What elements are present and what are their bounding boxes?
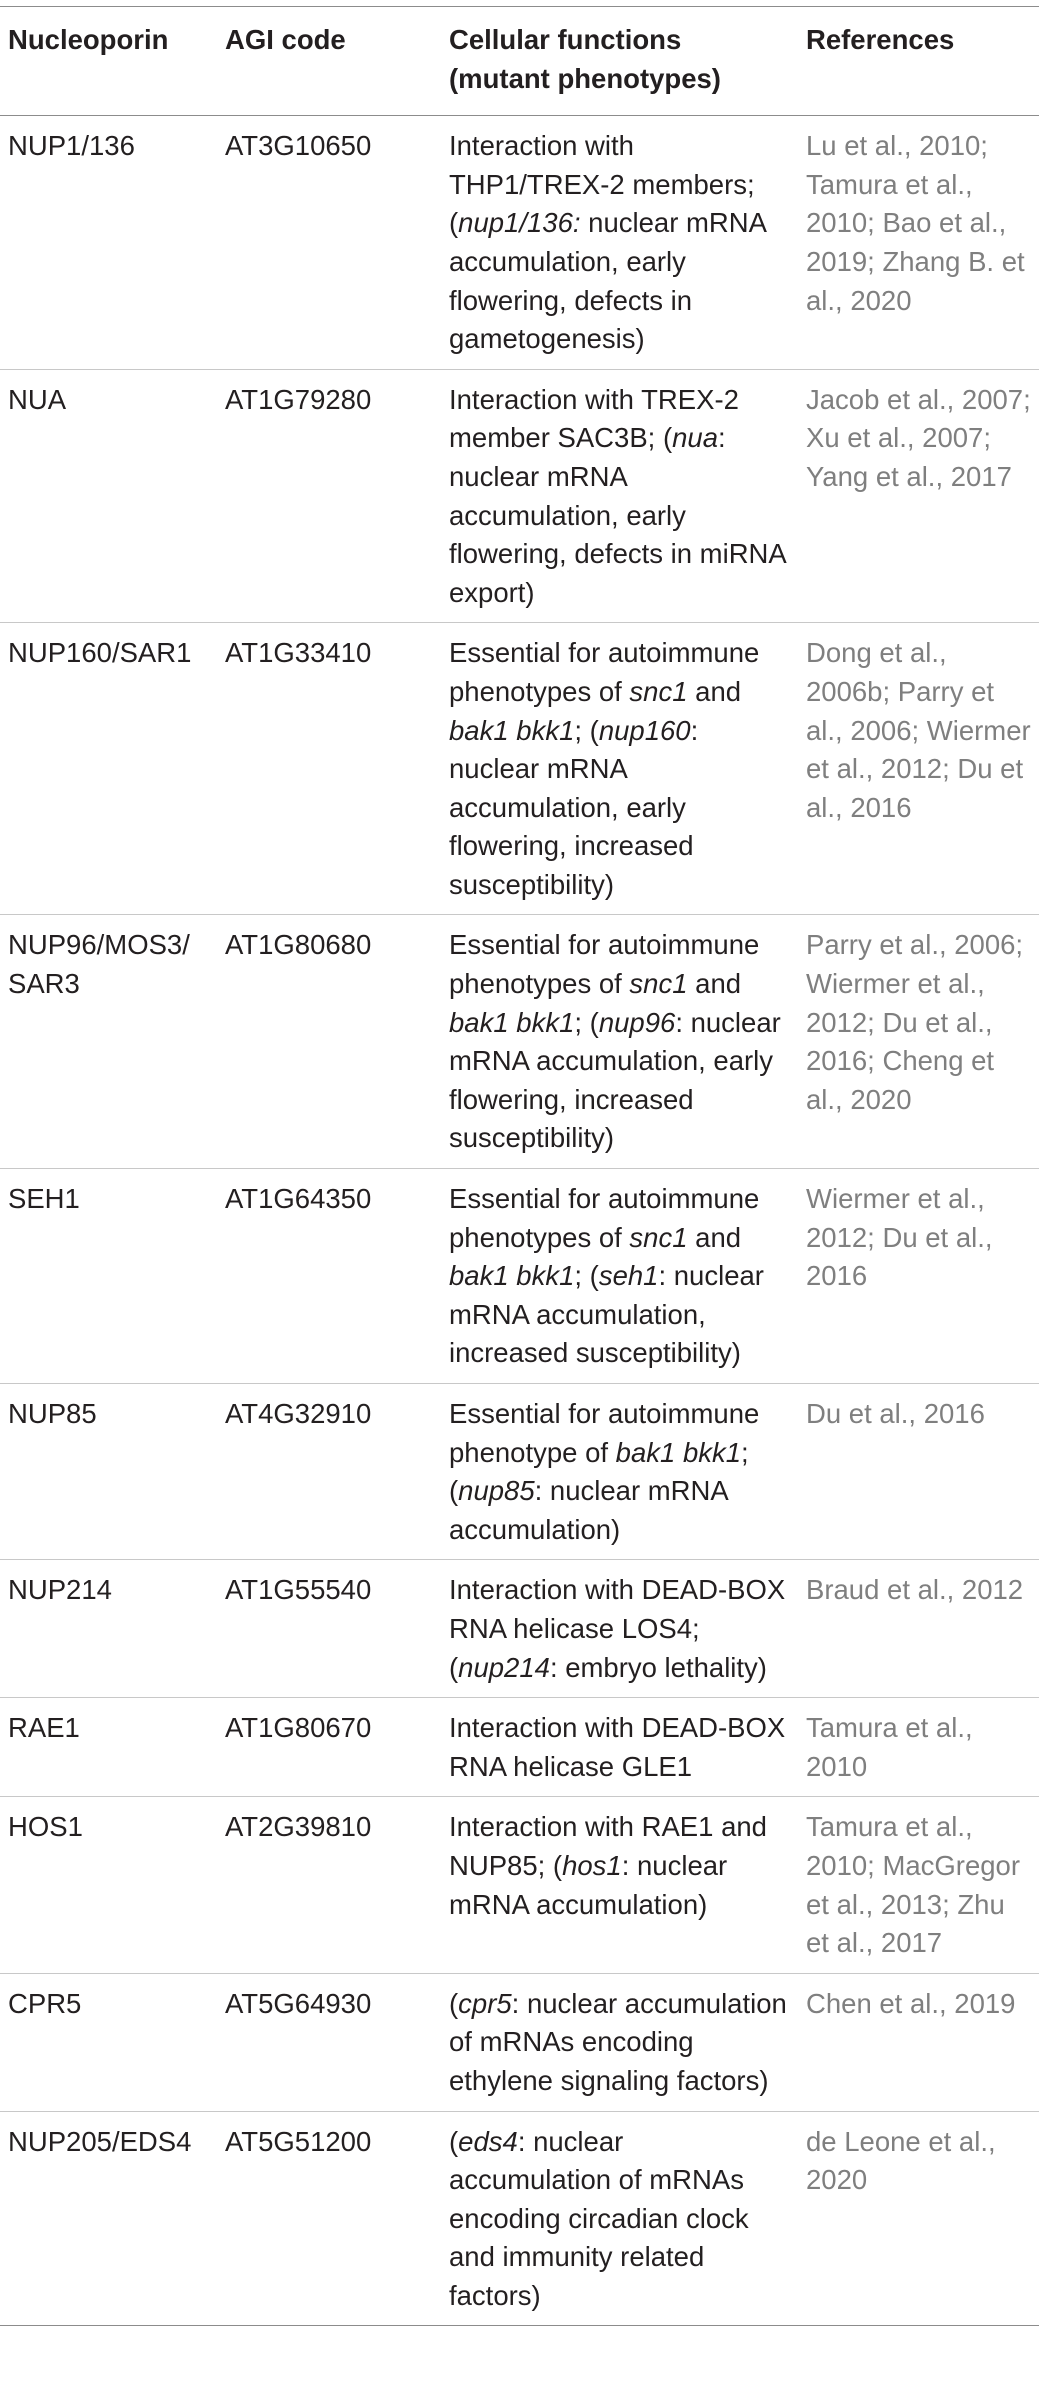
- cell-agi-code: AT3G10650: [225, 130, 372, 162]
- function-text: Essential for autoimmune phenotypes of: [449, 1183, 760, 1253]
- table-row: [0, 1797, 1039, 1973]
- function-text: ; (: [574, 714, 599, 746]
- mutant-name: nup96: [598, 1006, 676, 1038]
- table-row: [0, 369, 1039, 623]
- table-row: [0, 1169, 1039, 1384]
- cell-nucleoporin: SEH1: [8, 1183, 80, 1215]
- function-text: and: [687, 1221, 742, 1253]
- function-text: Interaction with DEAD-BOX RNA helicase LOS4; (: [449, 1574, 786, 1683]
- function-text: ; (: [449, 1436, 749, 1507]
- cell-cellular-functions: [441, 1698, 798, 1797]
- cell-nucleoporin: NUP214: [8, 1574, 112, 1606]
- table-row: [0, 1560, 1039, 1698]
- cell-cellular-functions: [441, 369, 798, 623]
- function-text: Essential for autoimmune phenotypes of: [449, 637, 760, 707]
- mutant-name: snc1: [629, 675, 688, 707]
- table-row: [0, 1698, 1039, 1797]
- function-text: Interaction with THP1/TREX-2 members; (: [449, 130, 755, 239]
- cell-agi-code: AT1G80670: [225, 1712, 372, 1744]
- table-row: [0, 2111, 1039, 2326]
- cell-agi-code: AT5G51200: [225, 2125, 372, 2157]
- function-text: ; (: [574, 1006, 599, 1038]
- header-cellular-functions: [441, 7, 798, 116]
- mutant-name: snc1: [629, 1221, 688, 1253]
- header-references: References: [806, 24, 955, 55]
- cell-references: Lu et al., 2010; Tamura et al., 2010; Bao et al., 2019; Zhang B. et al., 2020: [806, 130, 1025, 316]
- table-row: [0, 1384, 1039, 1560]
- table-row: [0, 623, 1039, 915]
- cell-cellular-functions: [441, 1169, 798, 1384]
- cell-agi-code: AT1G80680: [225, 929, 372, 961]
- function-text: ; (: [574, 1260, 599, 1292]
- mutant-name: seh1: [598, 1260, 659, 1292]
- cell-nucleoporin: CPR5: [8, 1987, 82, 2019]
- header-functions-line1: Cellular functions: [449, 24, 682, 55]
- table-body: [0, 116, 1039, 2326]
- mutant-name: bak1 bkk1: [449, 1260, 575, 1292]
- mutant-name: nup214: [458, 1651, 550, 1683]
- function-text: Interaction with DEAD-BOX RNA helicase GLE1: [449, 1712, 786, 1782]
- function-text: : embryo lethality): [549, 1651, 767, 1683]
- function-text: Interaction with TREX-2 member SAC3B; (: [449, 383, 739, 454]
- cell-references: Dong et al., 2006b; Parry et al., 2006; Wiermer et al., 2012; Du et al., 2016: [806, 637, 1031, 823]
- cell-references: de Leone et al., 2020: [806, 2125, 996, 2196]
- function-text: Essential for autoimmune phenotypes of: [449, 929, 760, 1000]
- mutant-name: eds4: [458, 2125, 518, 2157]
- cell-agi-code: AT1G55540: [225, 1574, 372, 1606]
- function-text: (: [449, 2125, 459, 2157]
- nucleoporin-table: [0, 6, 1039, 2326]
- function-text: Essential for autoimmune phenotype of: [449, 1398, 760, 1468]
- cell-agi-code: AT2G39810: [225, 1811, 372, 1843]
- cell-agi-code: AT1G64350: [225, 1183, 372, 1215]
- mutant-name: hos1: [562, 1849, 622, 1881]
- cell-cellular-functions: [441, 2111, 798, 2326]
- mutant-name: bak1 bkk1: [449, 714, 575, 746]
- header-nucleoporin: Nucleoporin: [8, 24, 169, 55]
- mutant-name: nup160: [598, 714, 691, 746]
- table-header: [0, 7, 1039, 116]
- cell-references: Du et al., 2016: [806, 1398, 985, 1429]
- cell-agi-code: AT1G33410: [225, 637, 372, 669]
- function-text: : nuclear accumulation of mRNAs encoding ethylene signaling factors): [449, 1987, 787, 2096]
- cell-references: Parry et al., 2006; Wiermer et al., 2012; Du et al., 2016; Cheng et al., 2020: [806, 929, 1024, 1115]
- table-row: [0, 1973, 1039, 2111]
- header-row: [0, 7, 1039, 116]
- cell-nucleoporin: NUA: [8, 383, 67, 415]
- function-text: : nuclear mRNA accumulation, increased susceptibility): [449, 1260, 764, 1369]
- cell-nucleoporin: RAE1: [8, 1712, 80, 1744]
- function-text: : nuclear mRNA accumulation): [449, 1849, 728, 1920]
- cell-references: Braud et al., 2012: [806, 1574, 1024, 1606]
- cell-references: Tamura et al., 2010; MacGregor et al., 2013; Zhu et al., 2017: [806, 1811, 1020, 1959]
- mutant-name: bak1 bkk1: [615, 1436, 742, 1468]
- function-text: (: [449, 1987, 459, 2019]
- cell-nucleoporin: NUP160/SAR1: [8, 637, 192, 669]
- cell-nucleoporin: NUP1/136: [8, 130, 135, 162]
- cell-cellular-functions: [441, 623, 798, 915]
- cell-cellular-functions: [441, 915, 798, 1169]
- cell-cellular-functions: [441, 1797, 798, 1973]
- cell-references: Tamura et al., 2010: [806, 1712, 973, 1782]
- function-text: : nuclear accumulation of mRNAs encoding circadian clock and immunity related factors): [449, 2125, 749, 2311]
- cell-references: Wiermer et al., 2012; Du et al., 2016: [806, 1183, 993, 1292]
- cell-cellular-functions: [441, 1560, 798, 1698]
- function-text: : nuclear mRNA accumulation, early flowering, increased susceptibility): [449, 1006, 781, 1154]
- function-text: : nuclear mRNA accumulation): [449, 1475, 728, 1545]
- function-text: : nuclear mRNA accumulation, early flowering, increased susceptibility): [449, 714, 699, 900]
- cell-nucleoporin: NUP205/EDS4: [8, 2125, 192, 2157]
- mutant-name: nup1/136:: [458, 207, 581, 239]
- function-text: Interaction with RAE1 and NUP85; (: [449, 1811, 767, 1881]
- cell-nucleoporin: HOS1: [8, 1811, 83, 1843]
- table-row: [0, 116, 1039, 370]
- cell-agi-code: AT4G32910: [225, 1398, 372, 1429]
- cell-nucleoporin: NUP85: [8, 1398, 97, 1429]
- mutant-name: cpr5: [458, 1987, 512, 2019]
- mutant-name: nup85: [458, 1475, 535, 1507]
- cell-agi-code: AT5G64930: [225, 1987, 372, 2019]
- mutant-name: nua: [672, 422, 719, 454]
- table-row: [0, 915, 1039, 1169]
- header-functions-line2: (mutant phenotypes): [449, 62, 721, 94]
- function-text: : nuclear mRNA accumulation, early flowering, defects in miRNA export): [449, 422, 786, 608]
- function-text: and: [687, 675, 742, 707]
- cell-references: Jacob et al., 2007; Xu et al., 2007; Yang et al., 2017: [806, 383, 1031, 492]
- cell-cellular-functions: [441, 1973, 798, 2111]
- mutant-name: bak1 bkk1: [449, 1006, 575, 1038]
- cell-cellular-functions: [441, 116, 798, 370]
- cell-nucleoporin: NUP96/MOS3/ SAR3: [8, 929, 190, 1000]
- function-text: nuclear mRNA accumulation, early flowering, defects in gametogenesis): [449, 207, 766, 355]
- cell-agi-code: AT1G79280: [225, 383, 372, 415]
- function-text: and: [687, 968, 742, 1000]
- header-agi-code: AGI code: [225, 24, 346, 55]
- cell-cellular-functions: [441, 1384, 798, 1560]
- cell-references: Chen et al., 2019: [806, 1987, 1016, 2019]
- mutant-name: snc1: [629, 968, 688, 1000]
